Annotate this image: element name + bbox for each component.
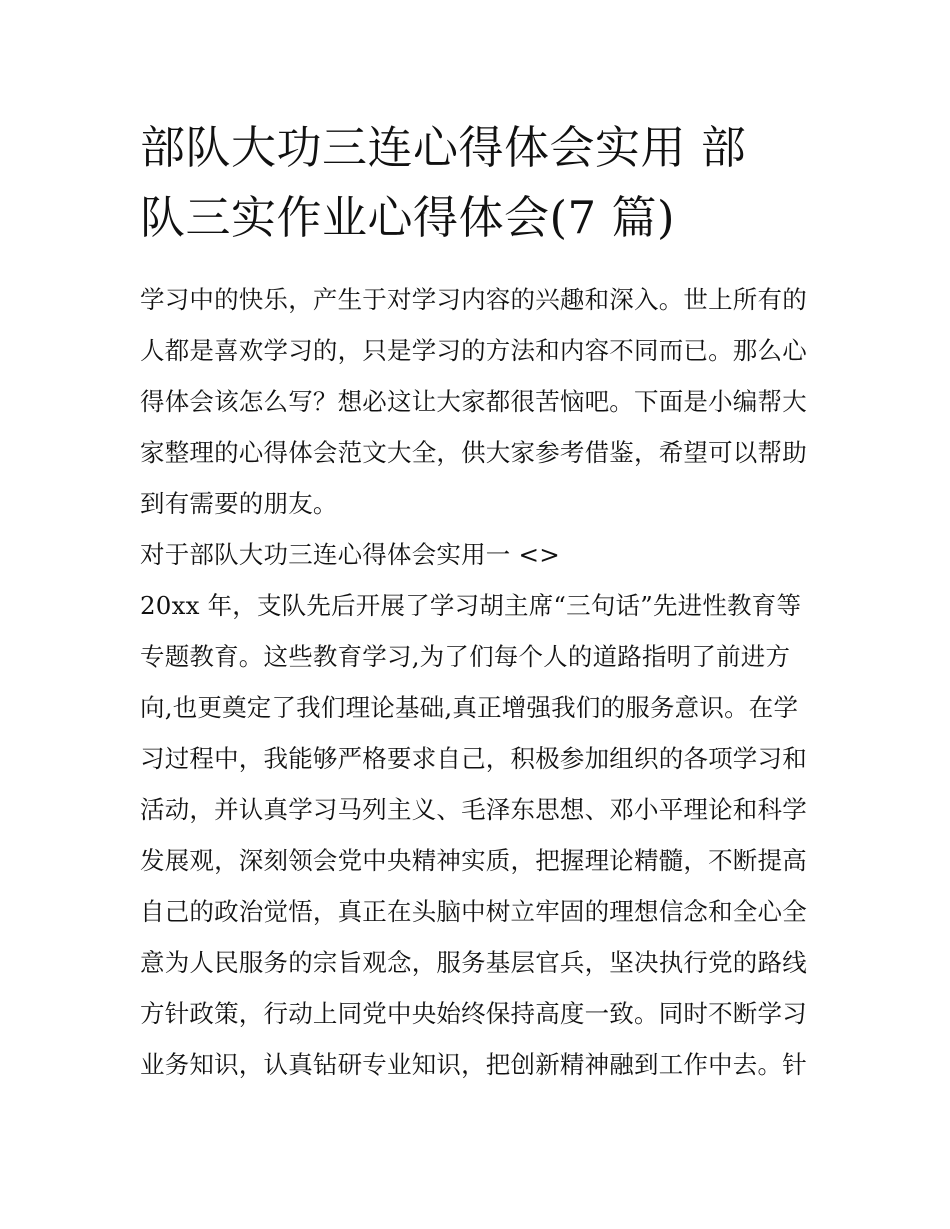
body-line: 专题教育。这些教育学习,为了们每个人的道路指明了前进方 — [140, 642, 791, 671]
intro-line: 学习中的快乐，产生于对学习内容的兴趣和深入。世上所有的 — [140, 285, 807, 314]
intro-line: 得体会该怎么写？想必这让大家都很苦恼吧。下面是小编帮大 — [140, 387, 807, 416]
intro-line: 到有需要的朋友。 — [140, 489, 338, 518]
title-line: 部队大功三连心得体会实用 部 — [140, 121, 747, 174]
body-line: 20xx 年，支队先后开展了学习胡主席“三句话”先进性教育等 — [140, 591, 802, 620]
body-line: 意为人民服务的宗旨观念，服务基层官兵，坚决执行党的路线 — [140, 948, 807, 977]
body-line: 方针政策，行动上同党中央始终保持高度一致。同时不断学习 — [140, 999, 807, 1028]
body-line: 自己的政治觉悟，真正在头脑中树立牢固的理想信念和全心全 — [140, 897, 807, 926]
body-line: 发展观，深刻领会党中央精神实质，把握理论精髓，不断提高 — [140, 846, 807, 875]
body-line: 向,也更奠定了我们理论基础,真正增强我们的服务意识。在学 — [140, 693, 799, 722]
body-line: 习过程中，我能够严格要求自己，积极参加组织的各项学习和 — [140, 744, 807, 773]
title-line: 队三实作业心得体会(7 篇) — [140, 191, 676, 244]
body-line: 活动，并认真学习马列主义、毛泽东思想、邓小平理论和科学 — [140, 795, 807, 824]
document-title — [140, 113, 820, 253]
intro-line: 家整理的心得体会范文大全，供大家参考借鉴，希望可以帮助 — [140, 438, 807, 467]
body-line: 业务知识，认真钻研专业知识，把创新精神融到工作中去。针 — [140, 1050, 807, 1079]
section-heading: 对于部队大功三连心得体会实用一 <> — [140, 540, 560, 569]
intro-line: 人都是喜欢学习的，只是学习的方法和内容不同而已。那么心 — [140, 336, 807, 365]
